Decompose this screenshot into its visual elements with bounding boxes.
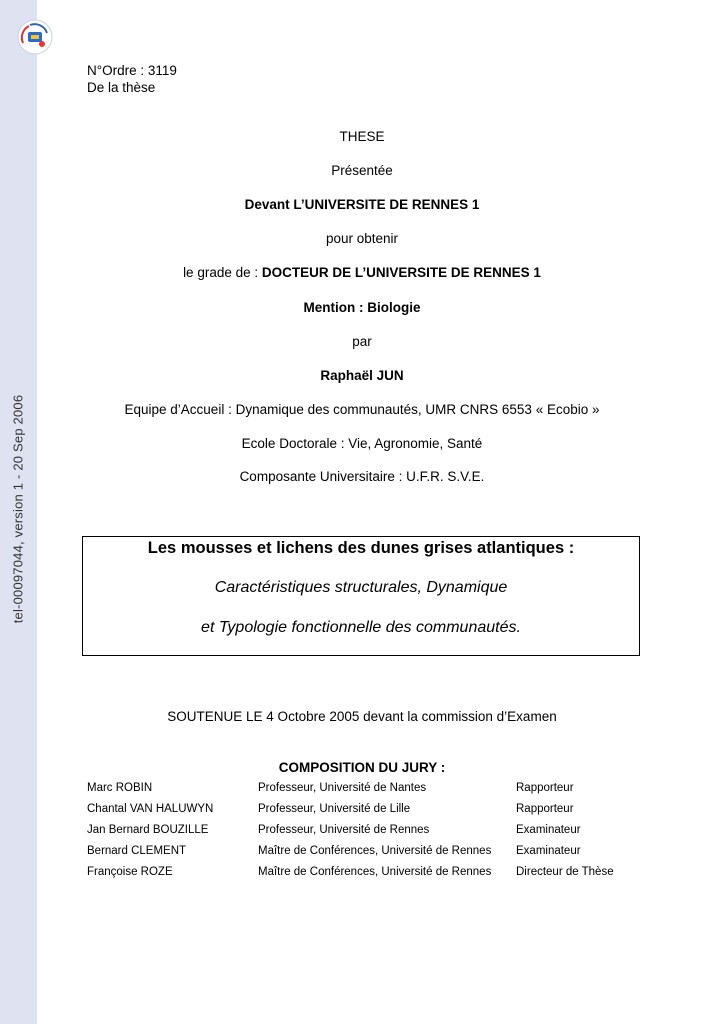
jury-name: Jan Bernard BOUZILLE bbox=[87, 824, 209, 836]
doc-type: THESE bbox=[339, 129, 385, 144]
mention: Mention : Biologie bbox=[303, 300, 421, 315]
these-line: De la thèse bbox=[87, 80, 156, 95]
jury-name: Marc ROBIN bbox=[87, 782, 153, 794]
thesis-title: Les mousses et lichens des dunes grises atlantiques : bbox=[147, 539, 575, 557]
pour-obtenir-label: pour obtenir bbox=[325, 231, 399, 246]
order-number: N°Ordre : 3119 bbox=[87, 63, 177, 78]
jury-role: Rapporteur bbox=[516, 782, 574, 794]
thesis-subtitle-line-1: Caractéristiques structurales, Dynamique bbox=[214, 579, 508, 596]
jury-role: Examinateur bbox=[516, 824, 581, 836]
archive-logo-icon bbox=[17, 19, 53, 55]
grade-line bbox=[82, 265, 642, 280]
par-label: par bbox=[352, 334, 372, 349]
jury-role: Rapporteur bbox=[516, 803, 574, 815]
jury-heading: COMPOSITION DU JURY : bbox=[278, 760, 446, 775]
thesis-title-box bbox=[82, 536, 640, 656]
grade-value: DOCTEUR DE L’UNIVERSITE DE RENNES 1 bbox=[261, 265, 541, 280]
author-name: Raphaël JUN bbox=[320, 368, 404, 383]
jury-affiliation: Professeur, Université de Nantes bbox=[258, 782, 427, 794]
jury-name: Françoise ROZE bbox=[87, 866, 173, 878]
composante: Composante Universitaire : U.F.R. S.V.E. bbox=[239, 469, 485, 484]
grade-prefix: le grade de : bbox=[183, 265, 262, 280]
jury-name: Bernard CLEMENT bbox=[87, 845, 187, 857]
jury-affiliation: Maître de Conférences, Université de Rennes bbox=[258, 866, 492, 878]
jury-affiliation: Professeur, Université de Rennes bbox=[258, 824, 430, 836]
jury-name: Chantal VAN HALUWYN bbox=[87, 803, 214, 815]
order-number-block bbox=[87, 62, 177, 96]
jury-affiliation: Maître de Conférences, Université de Rennes bbox=[258, 845, 492, 857]
university: Devant L’UNIVERSITE DE RENNES 1 bbox=[244, 197, 480, 212]
presentee-label: Présentée bbox=[331, 163, 393, 178]
defense-date: SOUTENUE LE 4 Octobre 2005 devant la commission d’Examen bbox=[167, 709, 557, 724]
jury-affiliation: Professeur, Université de Lille bbox=[258, 803, 411, 815]
jury-role: Examinateur bbox=[516, 845, 581, 857]
jury-role: Directeur de Thèse bbox=[516, 866, 614, 878]
equipe-accueil: Equipe d’Accueil : Dynamique des communautés, UMR CNRS 6553 « Ecobio » bbox=[124, 402, 600, 417]
ecole-doctorale: Ecole Doctorale : Vie, Agronomie, Santé bbox=[241, 436, 483, 451]
thesis-subtitle-line-2: et Typologie fonctionnelle des communautés. bbox=[201, 619, 521, 636]
archive-stamp: tel-00097044, version 1 - 20 Sep 2006 bbox=[10, 394, 26, 624]
